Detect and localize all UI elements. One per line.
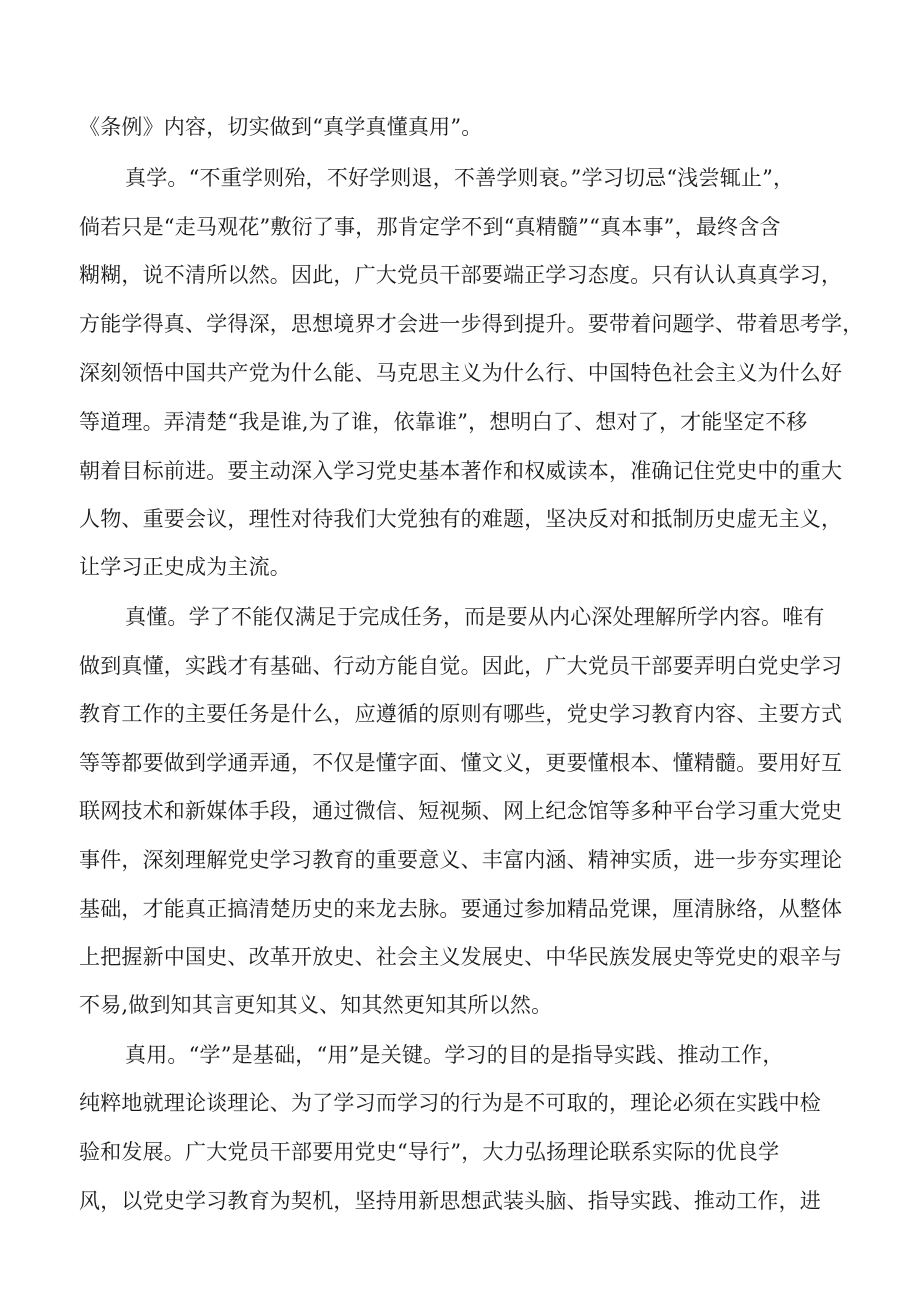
paragraph-start-line: 真懂。学了不能仅满足于完成任务，而是要从内心深处理解所学内容。唯有 <box>125 605 825 629</box>
text-line: 做到真懂，实践才有基础、行动方能自觉。因此，广大党员干部要弄明白党史学习 <box>79 654 843 678</box>
text-line: 糊糊，说不清所以然。因此，广大党员干部要端正学习态度。只有认认真真学习， <box>79 263 843 287</box>
text-line: 方能学得真、学得深，思想境界才会进一步得到提升。要带着问题学、带着思考学， <box>79 312 864 336</box>
paragraph-start-line: 真学。“不重学则殆，不好学则退，不善学则衰。”学习切忌“浅尝辄止”， <box>125 166 795 190</box>
text-line: 教育工作的主要任务是什么，应遵循的原则有哪些，党史学习教育内容、主要方式 <box>79 702 843 726</box>
text-line: 让学习正史成为主流。 <box>79 555 291 579</box>
text-line: 人物、重要会议，理性对待我们大党独有的难题，坚决反对和抵制历史虚无主义， <box>79 507 843 531</box>
text-line: 等道理。弄清楚“我是谁,为了谁，依靠谁”，想明白了、想对了，才能坚定不移 <box>79 410 808 434</box>
text-line: 纯粹地就理论谈理论、为了学习而学习的行为是不可取的，理论必须在实践中检 <box>79 1091 821 1115</box>
text-line: 深刻领悟中国共产党为什么能、马克思主义为什么行、中国特色社会主义为什么好 <box>79 361 843 385</box>
text-line: 不易,做到知其言更知其义、知其然更知其所以然。 <box>79 993 553 1017</box>
text-line: 风，以党史学习教育为契机，坚持用新思想武装头脑、指导实践、推动工作，进 <box>79 1189 821 1213</box>
text-line: 上把握新中国史、改革开放史、社会主义发展史、中华民族发展史等党史的艰辛与 <box>79 945 843 969</box>
text-line: 等等都要做到学通弄通，不仅是懂字面、懂文义，更要懂根本、懂精髓。要用好互 <box>79 751 843 775</box>
text-line: 倘若只是“走马观花”敷衍了事，那肯定学不到“真精髓”“真本事”，最终含含 <box>79 215 781 239</box>
text-line: 事件，深刻理解党史学习教育的重要意义、丰富内涵、精神实质，进一步夯实理论 <box>79 848 843 872</box>
text-line: 联网技术和新媒体手段，通过微信、短视频、网上纪念馆等多种平台学习重大党史 <box>79 799 843 823</box>
text-line: 基础，才能真正搞清楚历史的来龙去脉。要通过参加精品党课，厘清脉络，从整体 <box>79 897 843 921</box>
text-line: 《条例》内容，切实做到“真学真懂真用”。 <box>79 115 483 139</box>
text-line: 朝着目标前进。要主动深入学习党史基本著作和权威读本，准确记住党史中的重大 <box>79 459 843 483</box>
text-line: 验和发展。广大党员干部要用党史“导行”，大力弘扬理论联系实际的优良学 <box>79 1140 780 1164</box>
paragraph-start-line: 真用。“学”是基础，“用”是关键。学习的目的是指导实践、推动工作， <box>125 1043 784 1067</box>
